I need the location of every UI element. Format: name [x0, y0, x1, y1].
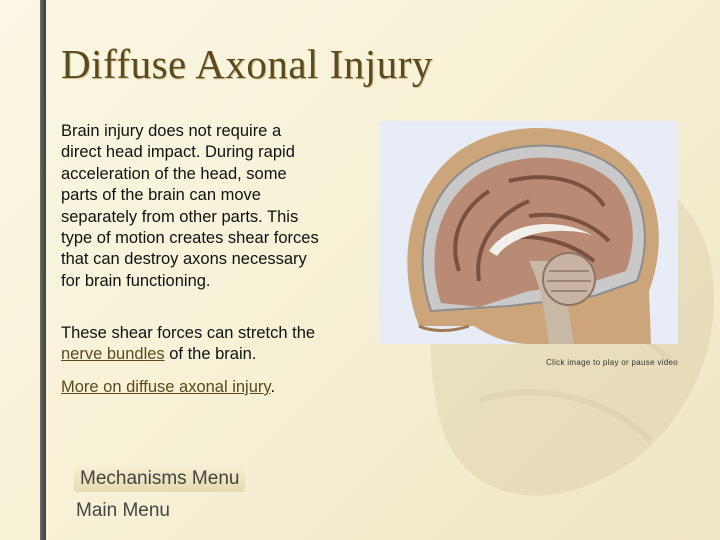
video-caption: Click image to play or pause video — [545, 358, 678, 367]
page-title: Diffuse Axonal Injury — [61, 41, 433, 87]
left-accent-bar — [40, 0, 46, 540]
more-info-paragraph — [61, 377, 323, 398]
shear-forces-paragraph — [61, 323, 323, 366]
intro-paragraph: Brain injury does not require a direct head impact. During rapid acceleration of the head, some parts of the brain can move separately from other parts. This type of motion creates shear forces that can destroy axons necessary for brain functioning. — [61, 122, 319, 290]
more-link-period: . — [270, 378, 276, 396]
shear-forces-text: These shear forces can stretch the — [61, 324, 316, 342]
brain-video-player[interactable] — [379, 121, 678, 344]
nerve-bundles-link[interactable]: nerve bundles — [61, 345, 165, 364]
brain-sagittal-image[interactable] — [379, 121, 678, 344]
main-menu-button[interactable]: Main Menu — [76, 500, 170, 521]
more-on-dai-link[interactable]: More on diffuse axonal injury — [61, 378, 271, 396]
shear-forces-text-end: of the brain. — [164, 345, 257, 364]
mechanisms-menu-button[interactable]: Mechanisms Menu — [74, 466, 245, 492]
